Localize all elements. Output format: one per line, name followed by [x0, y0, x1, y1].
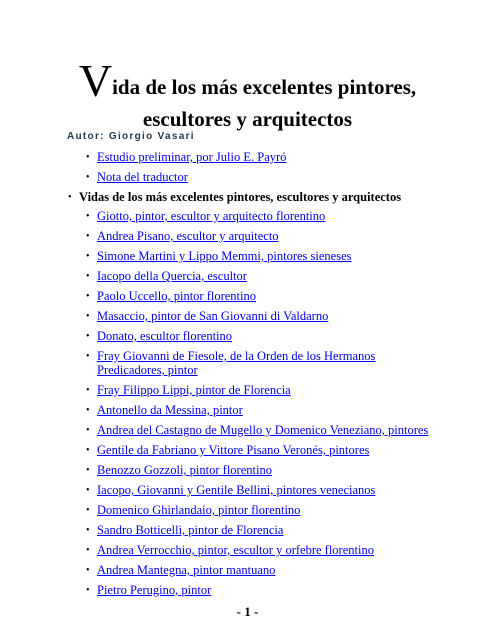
bullet-icon: • — [86, 271, 90, 282]
bullet-icon: • — [86, 385, 90, 396]
bullet-icon: • — [86, 525, 90, 536]
toc-item — [67, 423, 437, 437]
toc-link-fray-giovanni-de-fiesole[interactable]: Fray Giovanni de Fiesole, de la Orden de los Hermanos Predicadores, pintor — [97, 349, 376, 377]
title-line-1 — [0, 55, 495, 106]
document-title — [0, 55, 495, 132]
toc-item — [67, 229, 437, 243]
toc-item — [67, 403, 437, 417]
bullet-icon: • — [86, 231, 90, 242]
title-dropcap: V — [78, 55, 113, 106]
toc-link-andrea-verrocchio[interactable]: Andrea Verrocchio, pintor, escultor y orfebre florentino — [97, 543, 374, 557]
bullet-icon: • — [86, 405, 90, 416]
bullet-icon: • — [86, 545, 90, 556]
toc-item — [67, 523, 437, 537]
toc-item — [67, 463, 437, 477]
toc-link-fray-filippo-lippi[interactable]: Fray Filippo Lippi, pintor de Florencia — [97, 383, 291, 397]
toc-link-simone-martini[interactable]: Simone Martini y Lippo Memmi, pintores sieneses — [97, 249, 352, 263]
toc-item — [67, 170, 437, 184]
toc-item — [67, 269, 437, 283]
toc-link-masaccio[interactable]: Masaccio, pintor de San Giovanni di Valdarno — [97, 309, 329, 323]
toc-item — [67, 563, 437, 577]
toc-item — [67, 289, 437, 303]
section-heading-text: Vidas de los más excelentes pintores, escultores y arquitectos — [79, 190, 402, 204]
toc-item — [67, 309, 437, 323]
toc-section-heading — [67, 190, 437, 204]
bullet-icon: • — [86, 351, 90, 362]
toc-link-benozzo-gozzoli[interactable]: Benozzo Gozzoli, pintor florentino — [97, 463, 272, 477]
title-line-1-text: ida de los más excelentes pintores, — [112, 75, 417, 99]
bullet-icon: • — [86, 565, 90, 576]
toc-item — [67, 209, 437, 223]
bullet-icon: • — [86, 485, 90, 496]
toc-item — [67, 383, 437, 397]
bullet-icon: • — [86, 152, 90, 163]
bullet-icon: • — [86, 311, 90, 322]
bullet-icon: • — [86, 251, 90, 262]
toc-link-nota-del-traductor[interactable]: Nota del traductor — [97, 170, 188, 184]
bullet-icon: • — [86, 331, 90, 342]
toc-link-bellini[interactable]: Iacopo, Giovanni y Gentile Bellini, pintores venecianos — [97, 483, 376, 497]
toc-item — [67, 503, 437, 517]
bullet-icon: • — [86, 172, 90, 183]
bullet-icon: • — [86, 465, 90, 476]
toc-link-donato[interactable]: Donato, escultor florentino — [97, 329, 233, 343]
toc-item — [67, 249, 437, 263]
toc-link-gentile-da-fabriano[interactable]: Gentile da Fabriano y Vittore Pisano Veronés, pintores — [97, 443, 370, 457]
toc-link-andrea-pisano[interactable]: Andrea Pisano, escultor y arquitecto — [97, 229, 279, 243]
toc-item — [67, 543, 437, 557]
toc-item — [67, 329, 437, 343]
bullet-icon: • — [68, 192, 72, 203]
toc-link-paolo-uccello[interactable]: Paolo Uccello, pintor florentino — [97, 289, 256, 303]
toc-item — [67, 483, 437, 497]
toc-item — [67, 349, 437, 377]
toc-link-estudio-preliminar[interactable]: Estudio preliminar, por Julio E. Payró — [97, 150, 287, 164]
toc-link-giotto[interactable]: Giotto, pintor, escultor y arquitecto florentino — [97, 209, 326, 223]
bullet-icon: • — [86, 425, 90, 436]
bullet-icon: • — [86, 445, 90, 456]
author-line: Autor: Giorgio Vasari — [67, 131, 195, 142]
toc-link-andrea-mantegna[interactable]: Andrea Mantegna, pintor mantuano — [97, 563, 276, 577]
toc-item — [67, 443, 437, 457]
toc-link-iacopo-della-quercia[interactable]: Iacopo della Quercia, escultor — [97, 269, 247, 283]
bullet-icon: • — [86, 585, 90, 596]
toc-link-andrea-del-castagno[interactable]: Andrea del Castagno de Mugello y Domenico Veneziano, pintores — [97, 423, 429, 437]
bullet-icon: • — [86, 505, 90, 516]
toc-link-pietro-perugino[interactable]: Pietro Perugino, pintor — [97, 583, 212, 597]
title-line-2: escultores y arquitectos — [142, 107, 353, 131]
page-number: - 1 - — [236, 604, 259, 619]
bullet-icon: • — [86, 211, 90, 222]
toc-link-antonello-da-messina[interactable]: Antonello da Messina, pintor — [97, 403, 243, 417]
table-of-contents — [67, 150, 437, 597]
toc-link-sandro-botticelli[interactable]: Sandro Botticelli, pintor de Florencia — [97, 523, 284, 537]
bullet-icon: • — [86, 291, 90, 302]
toc-item — [67, 150, 437, 164]
toc-link-domenico-ghirlandaio[interactable]: Domenico Ghirlandaio, pintor florentino — [97, 503, 301, 517]
toc-item — [67, 583, 437, 597]
